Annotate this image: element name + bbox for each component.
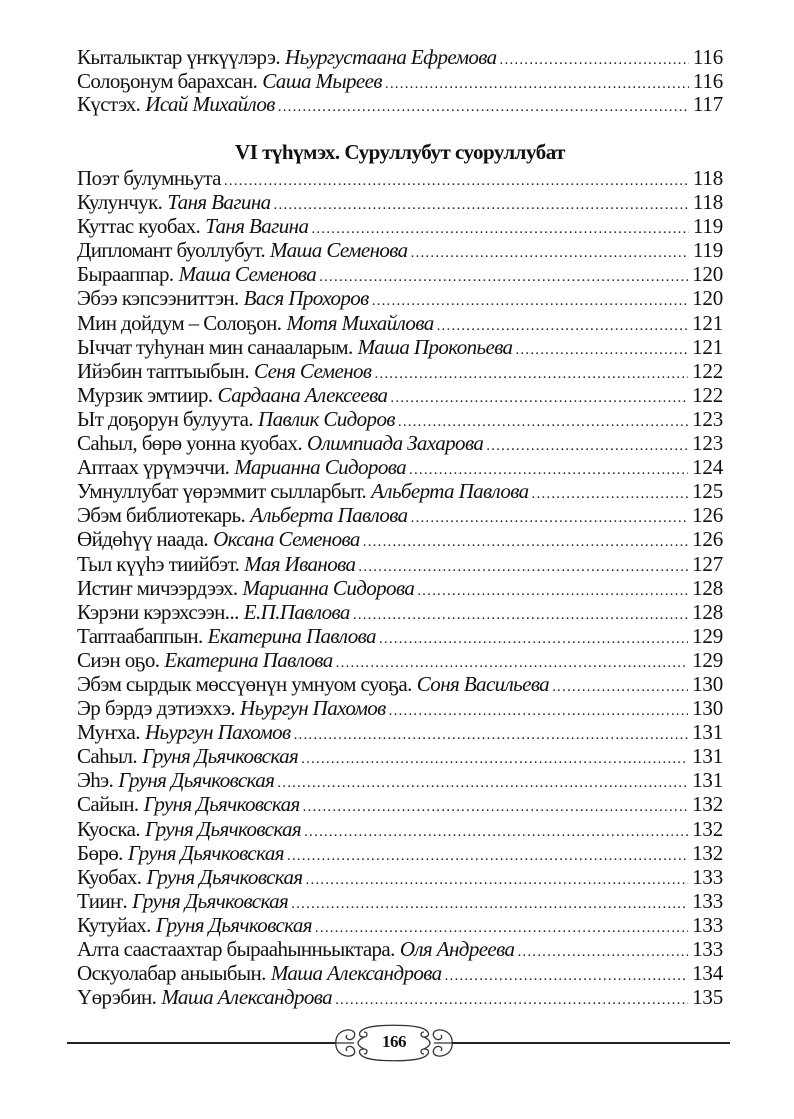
entry-author: Оксана Семенова (213, 527, 360, 552)
toc-entry (77, 913, 723, 937)
entry-page-number: 133 (692, 937, 723, 961)
entry-title: Саhыл. (77, 744, 138, 769)
entry-author: Екатерина Павлова (164, 647, 333, 672)
entry-title: Кулунчук. (77, 190, 163, 215)
entry-author: Мотя Михайлова (286, 310, 434, 335)
toc-entry (77, 238, 723, 262)
entry-author: Таня Вагина (167, 190, 271, 215)
dot-leader (353, 603, 688, 624)
entry-page-number: 133 (692, 888, 723, 913)
entry-author: Маша Александрова (161, 985, 333, 1010)
toc-continued-entries (77, 46, 723, 117)
entry-author: Исай Михайлов (145, 93, 275, 117)
entry-title: Кутуйах. (77, 912, 151, 937)
dot-leader (411, 506, 689, 527)
entry-title: Поэт булумньута (77, 166, 221, 190)
toc-entry (77, 841, 723, 865)
dot-leader (486, 434, 688, 455)
entry-title: Үөрэбин. (77, 985, 157, 1010)
entry-page-number: 133 (692, 912, 723, 937)
footer-rule-left (67, 1042, 335, 1044)
toc-entry (77, 70, 723, 94)
dot-leader (372, 289, 688, 310)
entry-page-number: 122 (692, 358, 723, 383)
toc-entry (77, 286, 723, 310)
entry-title: Саhыл, бөрө уонна куобах. (77, 431, 303, 456)
entry-title: Ийэбин таптыыбын. (77, 358, 250, 383)
entry-title: Кыталыктар үҥкүүлэрэ. (77, 46, 281, 69)
entry-author: Соня Васильева (416, 671, 550, 696)
dot-leader (363, 530, 688, 551)
entry-author: Ньургун Пахомов (240, 696, 386, 721)
toc-entry (77, 311, 723, 335)
toc-entry (77, 46, 723, 70)
toc-entry (77, 359, 723, 383)
entry-author: Маша Александрова (270, 961, 442, 986)
entry-author: Мая Иванова (244, 551, 356, 576)
dot-leader (398, 410, 688, 431)
entry-page-number: 116 (692, 46, 723, 69)
dot-leader (336, 651, 688, 672)
toc-entry (77, 190, 723, 214)
entry-page-number: 123 (692, 406, 723, 431)
dot-leader (417, 579, 688, 600)
entry-page-number: 129 (692, 623, 723, 648)
toc-entry (77, 817, 723, 841)
toc-entry (77, 696, 723, 720)
toc-section-entries (77, 166, 723, 1009)
toc-entry (77, 865, 723, 889)
entry-author: Груня Дьячковская (142, 744, 299, 769)
page-number: 166 (382, 1032, 406, 1051)
section-heading: VI түhүмэх. Суруллубут суоруллубат (235, 140, 565, 164)
dot-leader (224, 169, 689, 190)
dot-leader (301, 747, 688, 768)
entry-page-number: 126 (692, 527, 723, 552)
entry-page-number: 116 (692, 69, 723, 93)
entry-page-number: 124 (692, 455, 723, 480)
entry-page-number: 131 (692, 744, 723, 769)
entry-author: Таня Вагина (205, 214, 309, 239)
entry-author: Груня Дьячковская (155, 912, 312, 937)
toc-entry (77, 527, 723, 551)
entry-author: Ньургун Пахомов (144, 720, 291, 745)
entry-page-number: 123 (692, 431, 723, 456)
entry-title: Эбээ кэпсээниттэн. (77, 286, 239, 311)
entry-page-number: 118 (692, 190, 723, 215)
dot-leader (379, 627, 688, 648)
entry-title: Аптаах үрүмэччи. (77, 455, 230, 480)
entry-author: Ньургустаана Ефремова (285, 46, 497, 69)
entry-title: Кэрэни кэрэхсээн... (77, 599, 239, 624)
entry-author: Маша Семенова (270, 238, 408, 263)
toc-entry (77, 431, 723, 455)
entry-page-number: 128 (692, 599, 723, 624)
dot-leader (411, 241, 689, 262)
toc-entry (77, 214, 723, 238)
entry-page-number: 125 (692, 479, 723, 504)
entry-page-number: 121 (692, 334, 723, 359)
entry-title: Куоска. (77, 816, 141, 841)
entry-title: Күстэх. (77, 93, 141, 117)
toc-entry (77, 648, 723, 672)
entry-page-number: 133 (692, 864, 723, 889)
entry-page-number: 132 (692, 816, 723, 841)
toc-entry (77, 600, 723, 624)
entry-title: Эбэм библиотекарь. (77, 503, 246, 528)
entry-title: Солоҕонум барахсан. (77, 69, 258, 93)
entry-page-number: 131 (692, 768, 723, 793)
dot-leader (409, 458, 688, 479)
toc-entry (77, 383, 723, 407)
entry-title: Куттас куобах. (77, 214, 201, 239)
dot-leader (304, 820, 688, 841)
entry-title: Таптаабаппын. (77, 623, 203, 648)
entry-author: Груня Дьячковская (132, 888, 289, 913)
dot-leader (374, 362, 688, 383)
entry-title: Сайын. (77, 792, 139, 817)
entry-author: Альберта Павлова (371, 479, 529, 504)
entry-author: Сеня Семенов (254, 358, 372, 383)
toc-entry (77, 552, 723, 576)
entry-author: Е.П.Павлова (243, 599, 350, 624)
dot-leader (274, 193, 689, 214)
toc-entry (77, 576, 723, 600)
entry-title: Тииҥ. (77, 888, 128, 913)
entry-author: Маша Семенова (178, 262, 317, 287)
toc-entry (77, 479, 723, 503)
toc-entry (77, 93, 723, 117)
entry-page-number: 131 (692, 720, 723, 745)
dot-leader (515, 338, 688, 359)
dot-leader (315, 916, 688, 937)
toc-entry (77, 985, 723, 1009)
entry-title: Куобах. (77, 864, 142, 889)
entry-title: Муҥха. (77, 720, 140, 745)
entry-author: Груня Дьячковская (146, 864, 303, 889)
entry-author: Екатерина Павлова (207, 623, 376, 648)
dot-leader (291, 892, 688, 913)
entry-page-number: 120 (692, 262, 723, 287)
entry-page-number: 128 (692, 575, 723, 600)
dot-leader (303, 795, 688, 816)
toc-entry (77, 672, 723, 696)
dot-leader (319, 265, 688, 286)
toc-entry (77, 503, 723, 527)
dot-leader (445, 964, 689, 985)
entry-title: Мин дойдум – Солоҕон. (77, 310, 282, 335)
dot-leader (500, 49, 689, 70)
dot-leader (385, 73, 689, 94)
entry-title: Бөрө. (77, 840, 123, 865)
entry-title: Истиҥ мичээрдээх. (77, 575, 238, 600)
dot-leader (335, 988, 688, 1009)
entry-page-number: 122 (692, 382, 723, 407)
toc-entry (77, 961, 723, 985)
entry-title: Умнуллубат үөрэммит сылларбыт. (77, 479, 367, 504)
entry-page-number: 130 (692, 671, 723, 696)
dot-leader (278, 96, 689, 117)
entry-title: Ыччат туhунан мин санааларым. (77, 334, 353, 359)
toc-entry (77, 768, 723, 792)
entry-title: Ыт доҕорун булуута. (77, 406, 254, 431)
dot-leader (358, 555, 688, 576)
toc-entry (77, 720, 723, 744)
entry-title: Оскуолабар аныыбын. (77, 961, 266, 986)
dot-leader (287, 844, 688, 865)
entry-author: Сардаана Алексеева (217, 382, 388, 407)
entry-author: Марианна Сидорова (242, 575, 415, 600)
entry-title: Эбэм сырдык мөссүөнүн умнуом суоҕа. (77, 671, 412, 696)
entry-page-number: 119 (692, 214, 723, 239)
toc-entry (77, 624, 723, 648)
toc-entry (77, 455, 723, 479)
entry-page-number: 119 (692, 238, 723, 263)
toc-entry (77, 792, 723, 816)
entry-title: Дипломант буоллубут. (77, 238, 266, 263)
entry-title: Тыл күүhэ тиийбэт. (77, 551, 240, 576)
entry-page-number: 135 (692, 985, 723, 1010)
toc-entry (77, 744, 723, 768)
entry-author: Альберта Павлова (250, 503, 408, 528)
entry-title: Бырааппар. (77, 262, 174, 287)
footer-rule-right (452, 1042, 730, 1044)
entry-title: Өйдөhүү наада. (77, 527, 209, 552)
toc-entry (77, 262, 723, 286)
entry-page-number: 118 (692, 166, 723, 190)
entry-page-number: 117 (692, 93, 723, 117)
dot-leader (517, 940, 688, 961)
dot-leader (277, 771, 688, 792)
entry-author: Груня Дьячковская (145, 816, 302, 841)
entry-page-number: 134 (692, 961, 723, 986)
entry-author: Олимпиада Захарова (307, 431, 484, 456)
dot-leader (390, 386, 688, 407)
entry-page-number: 129 (692, 647, 723, 672)
dot-leader (306, 868, 689, 889)
entry-author: Груня Дьячковская (118, 768, 275, 793)
dot-leader (294, 723, 689, 744)
toc-entry (77, 937, 723, 961)
entry-title: Сиэн оҕо. (77, 647, 160, 672)
entry-author: Груня Дьячковская (143, 792, 300, 817)
toc-entry (77, 335, 723, 359)
dot-leader (389, 699, 688, 720)
entry-page-number: 126 (692, 503, 723, 528)
entry-page-number: 130 (692, 696, 723, 721)
entry-title: Алта саастаахтар бырааhынньыктара. (77, 937, 395, 961)
entry-author: Павлик Сидоров (258, 406, 395, 431)
entry-title: Эр бэрдэ дэтиэххэ. (77, 696, 236, 721)
entry-author: Оля Андреева (399, 937, 515, 961)
dot-leader (437, 314, 689, 335)
entry-title: Мурзик эмтиир. (77, 382, 213, 407)
entry-page-number: 127 (692, 551, 723, 576)
entry-page-number: 121 (692, 310, 723, 335)
entry-page-number: 132 (692, 792, 723, 817)
dot-leader (311, 217, 689, 238)
toc-entry (77, 166, 723, 190)
entry-author: Груня Дьячковская (127, 840, 284, 865)
dot-leader (552, 675, 688, 696)
toc-entry (77, 889, 723, 913)
entry-page-number: 120 (692, 286, 723, 311)
entry-page-number: 132 (692, 840, 723, 865)
entry-author: Марианна Сидорова (234, 455, 406, 480)
entry-author: Вася Прохоров (243, 286, 369, 311)
entry-title: Эhэ. (77, 768, 114, 793)
entry-author: Маша Прокопьева (357, 334, 513, 359)
dot-leader (532, 482, 689, 503)
toc-entry (77, 407, 723, 431)
entry-author: Саша Мыреев (262, 69, 382, 93)
